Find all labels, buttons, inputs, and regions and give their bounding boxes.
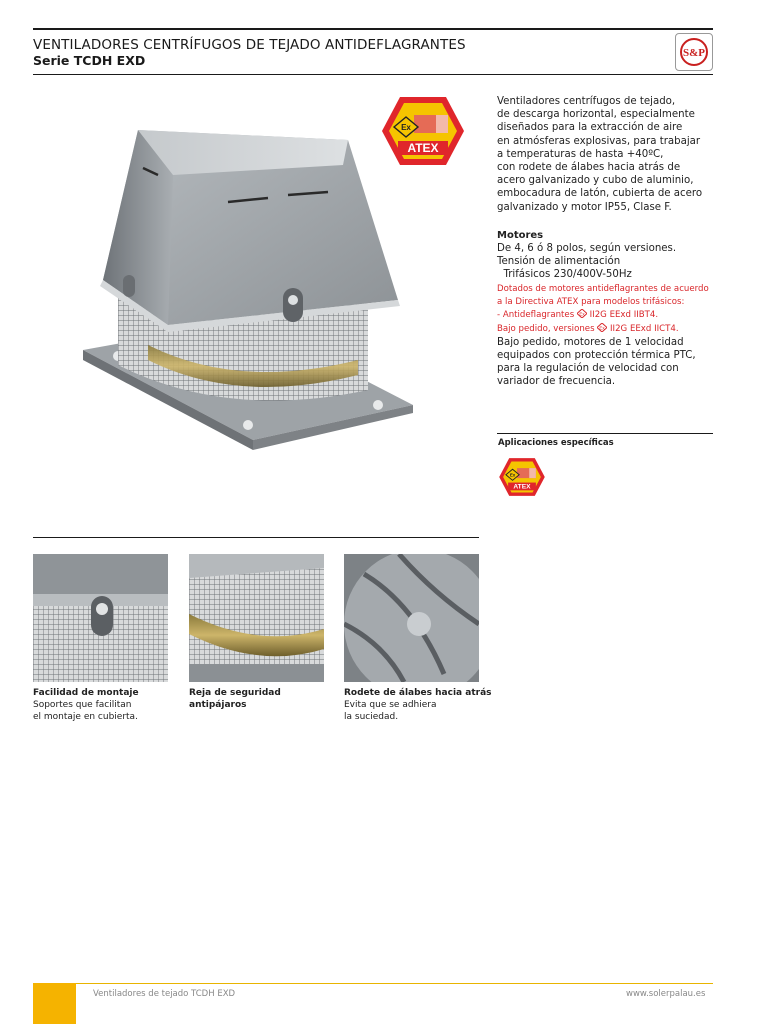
svg-text:Ex: Ex — [509, 472, 516, 478]
feature-text: Soportes que facilitan — [33, 700, 132, 710]
product-image — [78, 120, 418, 450]
description-line: a temperaturas de hasta +40ºC, — [497, 148, 664, 160]
applications-heading: Aplicaciones específicas — [498, 438, 614, 448]
svg-text:Ex: Ex — [599, 324, 605, 330]
feature-image-guard — [189, 554, 324, 682]
section-rule — [33, 537, 479, 538]
ex-mark-icon — [597, 323, 607, 332]
feature-image-impeller — [344, 554, 479, 682]
atex-badge-icon — [380, 95, 466, 167]
description-line: galvanizado y motor IP55, Clase F. — [497, 201, 672, 213]
feature-text: el montaje en cubierta. — [33, 712, 138, 722]
motors-option-line: variador de frecuencia. — [497, 376, 616, 387]
description-line: diseñados para la extracción de aire — [497, 122, 683, 134]
page-title: VENTILADORES CENTRÍFUGOS DE TEJADO ANTIDEFLAGRANTES — [33, 37, 466, 53]
series-title: Serie TCDH EXD — [33, 53, 146, 68]
description-line: con rodete de álabes hacia atrás de — [497, 162, 681, 174]
description-line: de descarga horizontal, especialmente — [497, 109, 695, 121]
atex-note-line: Dotados de motores antideflagrantes de acuerdo — [497, 284, 709, 294]
feature-caption-impeller — [344, 687, 492, 723]
feature-text: la suciedad. — [344, 712, 399, 722]
feature-title: Rodete de álabes hacia atrás — [344, 688, 492, 698]
header-rule — [33, 74, 713, 75]
top-rule — [33, 28, 713, 30]
footer-accent-block — [33, 983, 76, 1024]
atex-note-line: a la Directiva ATEX para modelos trifásicos: — [497, 297, 685, 308]
footer-title: Ventiladores de tejado TCDH EXD — [93, 989, 236, 999]
motors-option-line: Bajo pedido, motores de 1 velocidad — [497, 337, 684, 348]
atex-notes — [497, 283, 709, 336]
motors-line: Tensión de alimentación — [497, 256, 621, 267]
applications-rule — [497, 433, 713, 434]
ex-mark-icon — [577, 309, 587, 318]
logo-text: S&P — [683, 47, 705, 59]
description-line: en atmósferas explosivas, para trabajar — [497, 135, 701, 147]
motors-heading: Motores — [497, 230, 544, 241]
atex-note-line: Bajo pedido, versiones Ex II2G EExd IICT4. — [497, 323, 679, 334]
svg-text:ATEX: ATEX — [407, 141, 439, 155]
motors-line: Trifásicos 230/400V-50Hz — [497, 269, 632, 280]
footer-rule — [33, 983, 713, 984]
description-line: Ventiladores centrífugos de tejado, — [497, 96, 676, 107]
svg-text:Ex: Ex — [579, 311, 585, 317]
description-line: embocadura de latón, cubierta de acero — [497, 188, 703, 200]
feature-caption-guard — [189, 687, 281, 711]
motors-line: De 4, 6 ó 8 polos, según versiones. — [497, 243, 677, 254]
feature-title: Reja de seguridad — [189, 688, 281, 698]
motors-option-line: para la regulación de velocidad con — [497, 363, 679, 374]
motors-options — [497, 336, 696, 388]
svg-text:Ex: Ex — [401, 123, 411, 132]
atex-note-line: - Antideflagrantes Ex II2G EExd IIBT4. — [497, 310, 659, 321]
footer-website-link[interactable]: www.solerpalau.es — [626, 989, 706, 999]
sp-logo — [675, 33, 713, 71]
feature-caption-mounting — [33, 687, 139, 723]
feature-text: Evita que se adhiera — [344, 700, 437, 710]
feature-title: Facilidad de montaje — [33, 688, 139, 698]
atex-application-icon — [498, 457, 546, 497]
feature-title: antipájaros — [189, 700, 247, 710]
feature-image-mounting — [33, 554, 168, 682]
description-line: acero galvanizado y cubo de aluminio, — [497, 175, 694, 187]
svg-text:ATEX: ATEX — [513, 483, 531, 491]
motors-option-line: equipados con protección térmica PTC, — [497, 350, 696, 361]
product-description — [497, 95, 717, 214]
motors-text — [497, 242, 717, 281]
